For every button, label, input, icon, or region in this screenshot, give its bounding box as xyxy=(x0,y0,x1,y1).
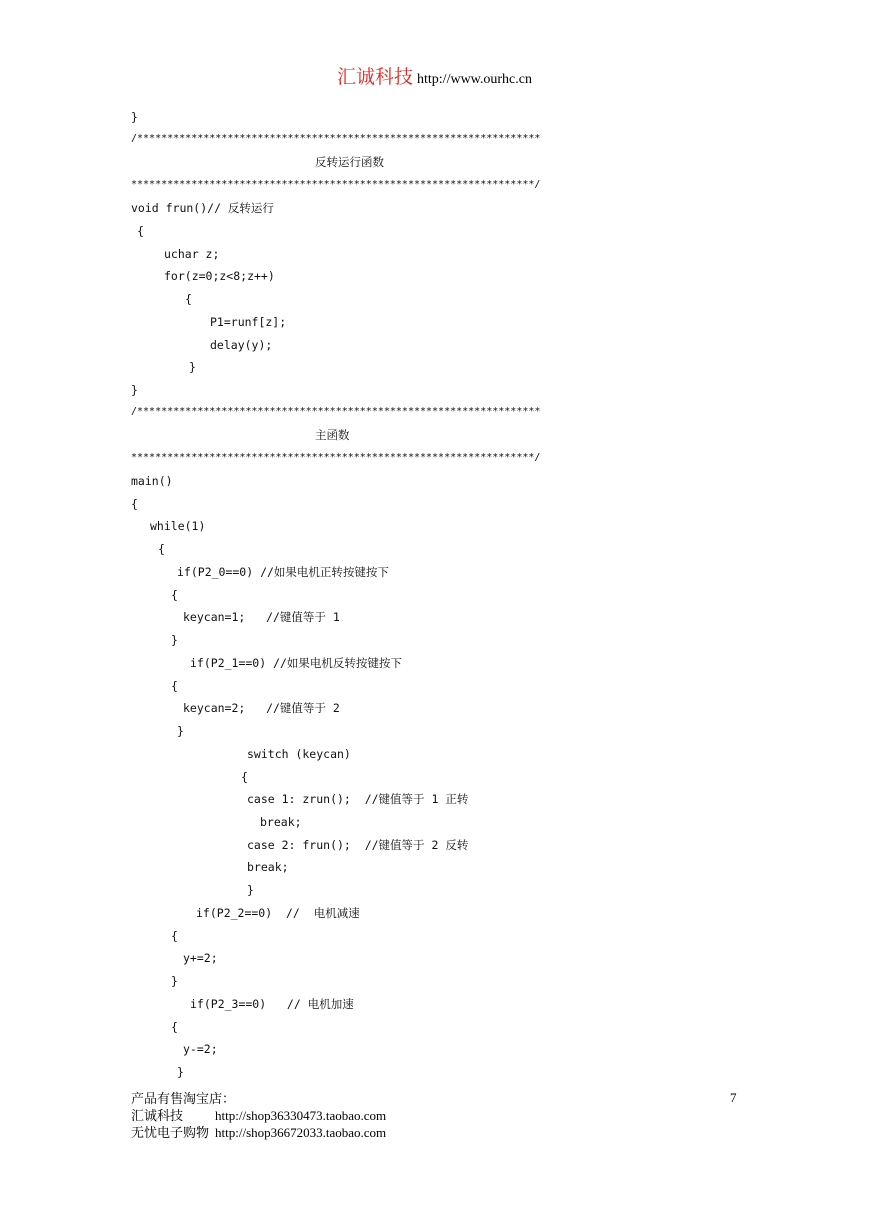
code-line: if(P2_3==0) // 电机加速 xyxy=(190,997,354,1011)
code-line: break; xyxy=(247,860,289,874)
code-line: for(z=0;z<8;z++) xyxy=(164,269,275,283)
footer-shop-2 xyxy=(131,1124,386,1141)
footer-shop-2-url[interactable]: http://shop36672033.taobao.com xyxy=(215,1125,387,1140)
code-line: } xyxy=(189,360,196,374)
page-header xyxy=(0,62,869,89)
code-line: { xyxy=(241,770,248,784)
code-line: { xyxy=(171,929,178,943)
footer-shop-2-name: 无忧电子购物 xyxy=(131,1125,210,1140)
code-line: } xyxy=(131,110,138,124)
code-line: { xyxy=(171,679,178,693)
footer-shops-label: 产品有售淘宝店： xyxy=(131,1091,236,1106)
code-line: } xyxy=(131,383,138,397)
code-line: { xyxy=(171,1020,178,1034)
code-line: } xyxy=(171,974,178,988)
code-line: } xyxy=(247,883,254,897)
header-url: http://www.ourhc.cn xyxy=(417,72,532,87)
code-line: y-=2; xyxy=(183,1042,218,1056)
code-line: case 1: zrun(); //键值等于 1 正转 xyxy=(247,792,469,806)
code-line: uchar z; xyxy=(164,247,220,261)
code-line: if(P2_2==0) // 电机减速 xyxy=(196,906,360,920)
code-line: main() xyxy=(131,474,173,488)
code-line: { xyxy=(158,542,165,556)
code-line: } xyxy=(177,1065,184,1079)
comment-border: *******************************************************************/ xyxy=(131,452,541,463)
code-line: if(P2_1==0) //如果电机反转按键按下 xyxy=(190,656,402,670)
code-line: { xyxy=(185,292,192,306)
section-title: 主函数 xyxy=(315,428,350,442)
code-line: case 2: frun(); //键值等于 2 反转 xyxy=(247,838,469,852)
page-footer xyxy=(131,1090,386,1141)
comment-border: *******************************************************************/ xyxy=(131,179,541,190)
code-line: } xyxy=(171,633,178,647)
code-line: P1=runf[z]; xyxy=(210,315,287,329)
comment-border: /******************************************************************* xyxy=(131,406,541,417)
section-title: 反转运行函数 xyxy=(315,155,384,169)
footer-shop-1-url[interactable]: http://shop36330473.taobao.com xyxy=(215,1108,387,1123)
code-line: void frun()// 反转运行 xyxy=(131,201,274,215)
page-number: 7 xyxy=(730,1090,737,1105)
footer-shop-1 xyxy=(131,1107,386,1124)
code-line: if(P2_0==0) //如果电机正转按键按下 xyxy=(177,565,389,579)
code-line: while(1) xyxy=(150,519,206,533)
code-line: switch (keycan) xyxy=(247,747,351,761)
code-line: } xyxy=(177,724,184,738)
code-line: { xyxy=(131,497,138,511)
header-brand: 汇诚科技 xyxy=(337,66,414,88)
comment-border: /******************************************************************* xyxy=(131,133,541,144)
code-line: keycan=1; //键值等于 1 xyxy=(183,610,340,624)
footer-shop-1-name: 汇诚科技 xyxy=(131,1108,184,1123)
code-line: { xyxy=(137,224,144,238)
code-line: keycan=2; //键值等于 2 xyxy=(183,701,340,715)
code-line: { xyxy=(171,588,178,602)
code-line: break; xyxy=(260,815,302,829)
code-line: y+=2; xyxy=(183,951,218,965)
code-line: delay(y); xyxy=(210,338,273,352)
